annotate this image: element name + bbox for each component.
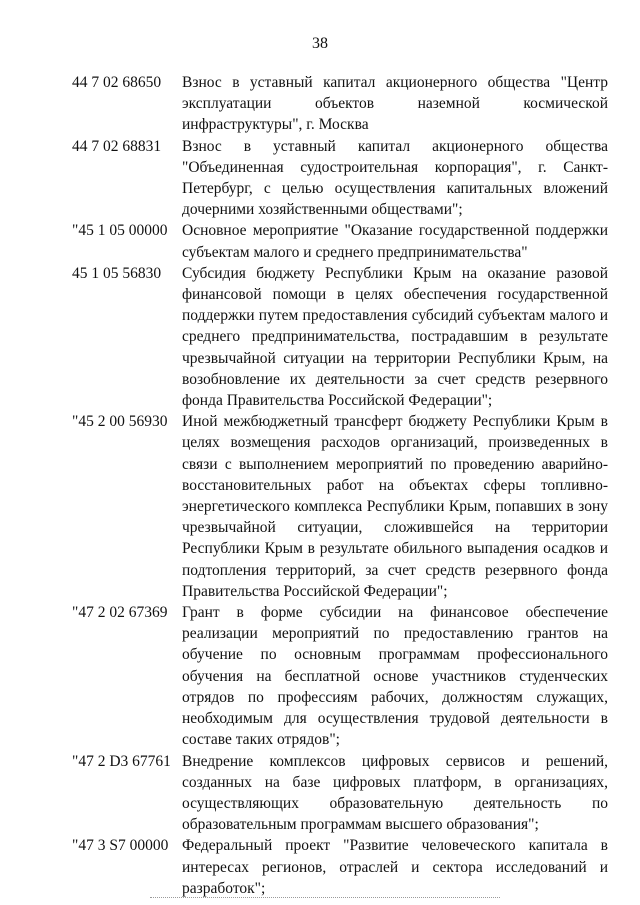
list-item (72, 751, 608, 836)
budget-classification-list (72, 72, 608, 899)
list-item (72, 263, 608, 411)
page-number: 38 (312, 35, 328, 52)
entry-code: 44 7 02 68831 (72, 137, 162, 155)
entry-code: "45 2 00 56930 (72, 413, 168, 431)
list-item (72, 220, 608, 262)
entry-description: Грант в форме субсидии на финансовое обеспечение реализации мероприятий по предоставлению грантов на обучение по основным программам профессионального обучения на бесплатной основе участников студенческих отрядов по профессиям рабочих, должностям служащих, необходимым для осуществления трудовой деятельности в составе таких отрядов"; (182, 604, 608, 749)
list-item (72, 72, 608, 136)
list-item (72, 411, 608, 602)
list-item (72, 835, 608, 899)
entry-code: "45 1 05 00000 (72, 222, 168, 240)
entry-description: Субсидия бюджету Республики Крым на оказание разовой финансовой помощи в целях обеспечения государственной поддержки путем предоставления субсидий субъектам малого и среднего предпринимательства, пострадавшим в результате чрезвычайной ситуации на территории Республики Крым, на возобновление их деятельности за счет средств резервного фонда Правительства Российской Федерации"; (182, 264, 608, 410)
entry-code: "47 3 S7 00000 (72, 837, 169, 855)
entry-code: 45 1 05 56830 (72, 264, 162, 282)
entry-code: 44 7 02 68650 (72, 74, 162, 91)
page-bottom-divider (150, 897, 500, 898)
entry-description: Иной межбюджетный трансферт бюджету Республики Крым в целях возмещения расходов организаций, произведенных в связи с выполнением мероприятий по проведению аварийно-восстановительных работ на объектах сферы топливно-энергетического комплекса Республики Крым, попавших в зону чрезвычайной ситуации, сложившейся на территории Республики Крым в результате обильного выпадения осадков и подтопления территорий, за счет средств резервного фонда Правительства Российской Федерации"; (182, 413, 608, 600)
entry-description: Федеральный проект "Развитие человеческого капитала в интересах регионов, отраслей и сектора исследований и разработок"; (182, 837, 608, 897)
entry-description: Взнос в уставный капитал акционерного общества "Центр эксплуатации объектов наземной космической инфраструктуры", г. Москва (182, 74, 608, 134)
list-item (72, 602, 608, 750)
entry-description: Внедрение комплексов цифровых сервисов и решений, созданных на базе цифровых платформ, в организациях, осуществляющих образовательную деятельность по образовательным программам высшего образования"; (182, 752, 608, 834)
list-item (72, 136, 608, 221)
entry-description: Взнос в уставный капитал акционерного общества "Объединенная судостроительная корпорация", г. Санкт-Петербург, с целью осуществления капитальных вложений дочерними хозяйственными обществами"; (182, 137, 608, 219)
entry-code: "47 2 D3 67761 (72, 752, 171, 770)
entry-code: "47 2 02 67369 (72, 604, 168, 622)
entry-description: Основное мероприятие "Оказание государственной поддержки субъектам малого и среднего предпринимательства" (182, 222, 608, 261)
